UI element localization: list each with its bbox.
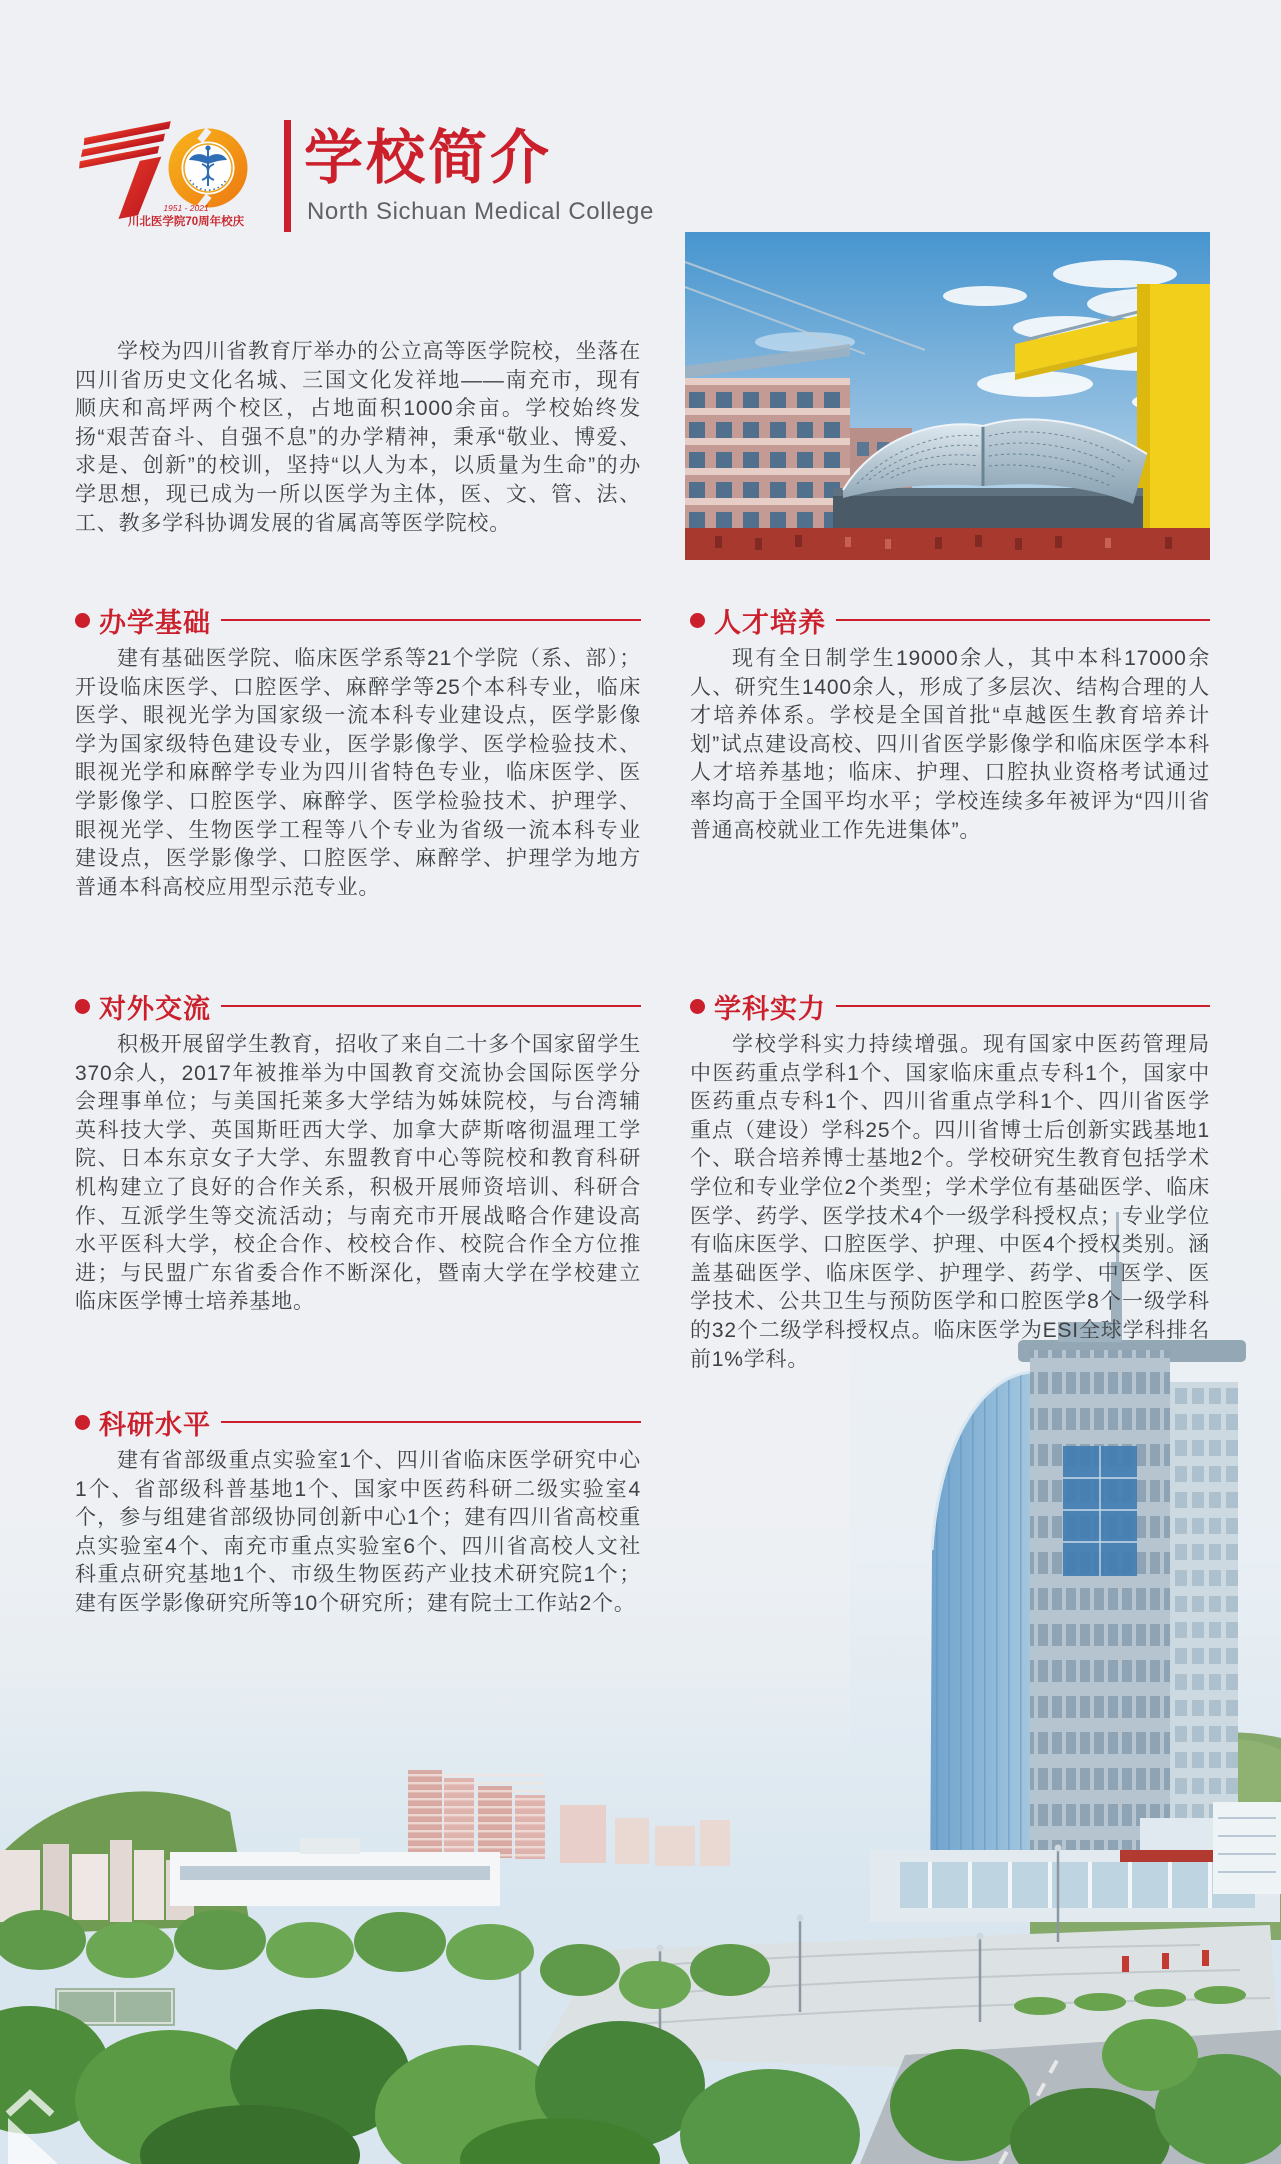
bullet-dot-icon — [690, 999, 705, 1014]
section-title: 科研水平 — [99, 1409, 211, 1440]
section-title: 办学基础 — [99, 607, 211, 638]
section-rule — [836, 619, 1210, 621]
red-wall — [685, 528, 1210, 560]
bullet-dot-icon — [75, 613, 90, 628]
section-rule — [221, 1421, 641, 1423]
intro-paragraph: 学校为四川省教育厅举办的公立高等医学院校，坐落在四川省历史文化名城、三国文化发祥地——南充市，现有顺庆和高坪两个校区，占地面积1000余亩。学校始终发扬“艰苦奋斗、自强不息”的办学精神，秉承“敬业、博爱、求是、创新”的校训，坚持“以人为本，以质量为生命”的办学思想，现已成为一所以医学为主体，医、文、管、法、工、教多学科协调发展的省属高等医学院校。 — [75, 340, 641, 535]
section-research-level — [75, 1406, 641, 1619]
section-title: 人才培养 — [714, 607, 826, 638]
logo-caption: 川北医学院70周年校庆 — [127, 216, 245, 228]
caduceus-emblem-icon — [175, 128, 241, 209]
logo-years: 1951 - 2021 — [163, 203, 209, 213]
sculpture-photo-illustration — [685, 232, 1210, 560]
bullet-dot-icon — [75, 999, 90, 1014]
section-title: 学科实力 — [714, 993, 826, 1024]
section-international-exchange — [75, 990, 641, 1317]
section-talent-training — [690, 604, 1210, 845]
bullet-dot-icon — [75, 1415, 90, 1430]
campus-sculpture-photo — [685, 232, 1210, 560]
bullet-dot-icon — [690, 613, 705, 628]
page-subtitle: North Sichuan Medical College — [307, 198, 654, 225]
section-text: 积极开展留学生教育，招收了来自二十多个国家留学生370余人，2017年被推举为中国教育交流协会国际医学分会理事单位；与美国托莱多大学结为姊妹院校，与台湾辅英科技大学、英国斯旺西大学、加拿大萨斯喀彻温理工学院、日本东京女子大学、东盟教育中心等院校和教育科研机构建立了良好的合作关系，积极开展师资培训、科研合作、互派学生等交流活动；与南充市开展战略合作建设高水平医科大学，校企合作、校校合作、校院合作全方位推进；与民盟广东省委合作不断深化，暨南大学在学校建立临床医学博士培养基地。 — [75, 1033, 641, 1314]
section-text: 建有基础医学院、临床医学系等21个学院（系、部）；开设临床医学、口腔医学、麻醉学等25个本科专业，临床医学、眼视光学为国家级一流本科专业建设点，医学影像学为国家级特色建设专业，医学影像学、医学检验技术、眼视光学和麻醉学专业为四川省特色专业，临床医学、医学影像学、口腔医学、麻醉学、医学检验技术、护理学、眼视光学、生物医学工程等八个专业为省级一流本科专业建设点，医学影像学、口腔医学、麻醉学、护理学为地方普通本科高校应用型示范专业。 — [75, 647, 641, 899]
section-rule — [221, 619, 641, 621]
70th-anniversary-emblem-icon — [68, 110, 278, 238]
section-school-foundation — [75, 604, 641, 902]
section-text: 学校学科实力持续增强。现有国家中医药管理局中医药重点学科1个、国家临床重点专科1个，国家中医药重点专科1个、四川省重点学科1个、四川省医学重点（建设）学科25个。四川省博士后创新实践基地1个、联合培养博士基地2个。学校研究生教育包括学术学位和专业学位2个类型；学术学位有基础医学、临床医学、药学、医学技术4个一级学科授权点；专业学位有临床医学、口腔医学、护理、中医4个授权类别。涵盖基础医学、临床医学、护理学、药学、中医学、医学技术、公共卫生与预防医学和口腔医学8个一级学科的32个二级学科授权点。临床医学为ESI全球学科排名前1%学科。 — [690, 1033, 1210, 1371]
section-header — [75, 990, 641, 1022]
page-title: 学校简介 — [304, 125, 553, 191]
section-header — [690, 604, 1210, 636]
anniversary-logo — [68, 110, 278, 238]
section-text: 现有全日制学生19000余人，其中本科17000余人、研究生1400余人，形成了多层次、结构合理的人才培养体系。学校是全国首批“卓越医生教育培养计划”试点建设高校、四川省医学影像学和临床医学本科人才培养基地；临床、护理、口腔执业资格考试通过率均高于全国平均水平；学校连续多年被评为“四川省普通高校就业工作先进集体”。 — [690, 647, 1210, 842]
section-title: 对外交流 — [99, 993, 211, 1024]
section-discipline-strength — [690, 990, 1210, 1374]
section-rule — [221, 1005, 641, 1007]
section-rule — [836, 1005, 1210, 1007]
title-divider — [284, 120, 291, 232]
section-text: 建有省部级重点实验室1个、四川省临床医学研究中心1个、省部级科普基地1个、国家中医药科研二级实验室4个，参与组建省部级协同创新中心1个；建有四川省高校重点实验室4个、南充市重点实验室6个、四川省高校人文社科重点研究基地1个、市级生物医药产业技术研究院1个；建有医学影像研究所等10个研究所；建有院士工作站2个。 — [75, 1449, 641, 1615]
section-header — [690, 990, 1210, 1022]
section-header — [75, 604, 641, 636]
section-header — [75, 1406, 641, 1438]
